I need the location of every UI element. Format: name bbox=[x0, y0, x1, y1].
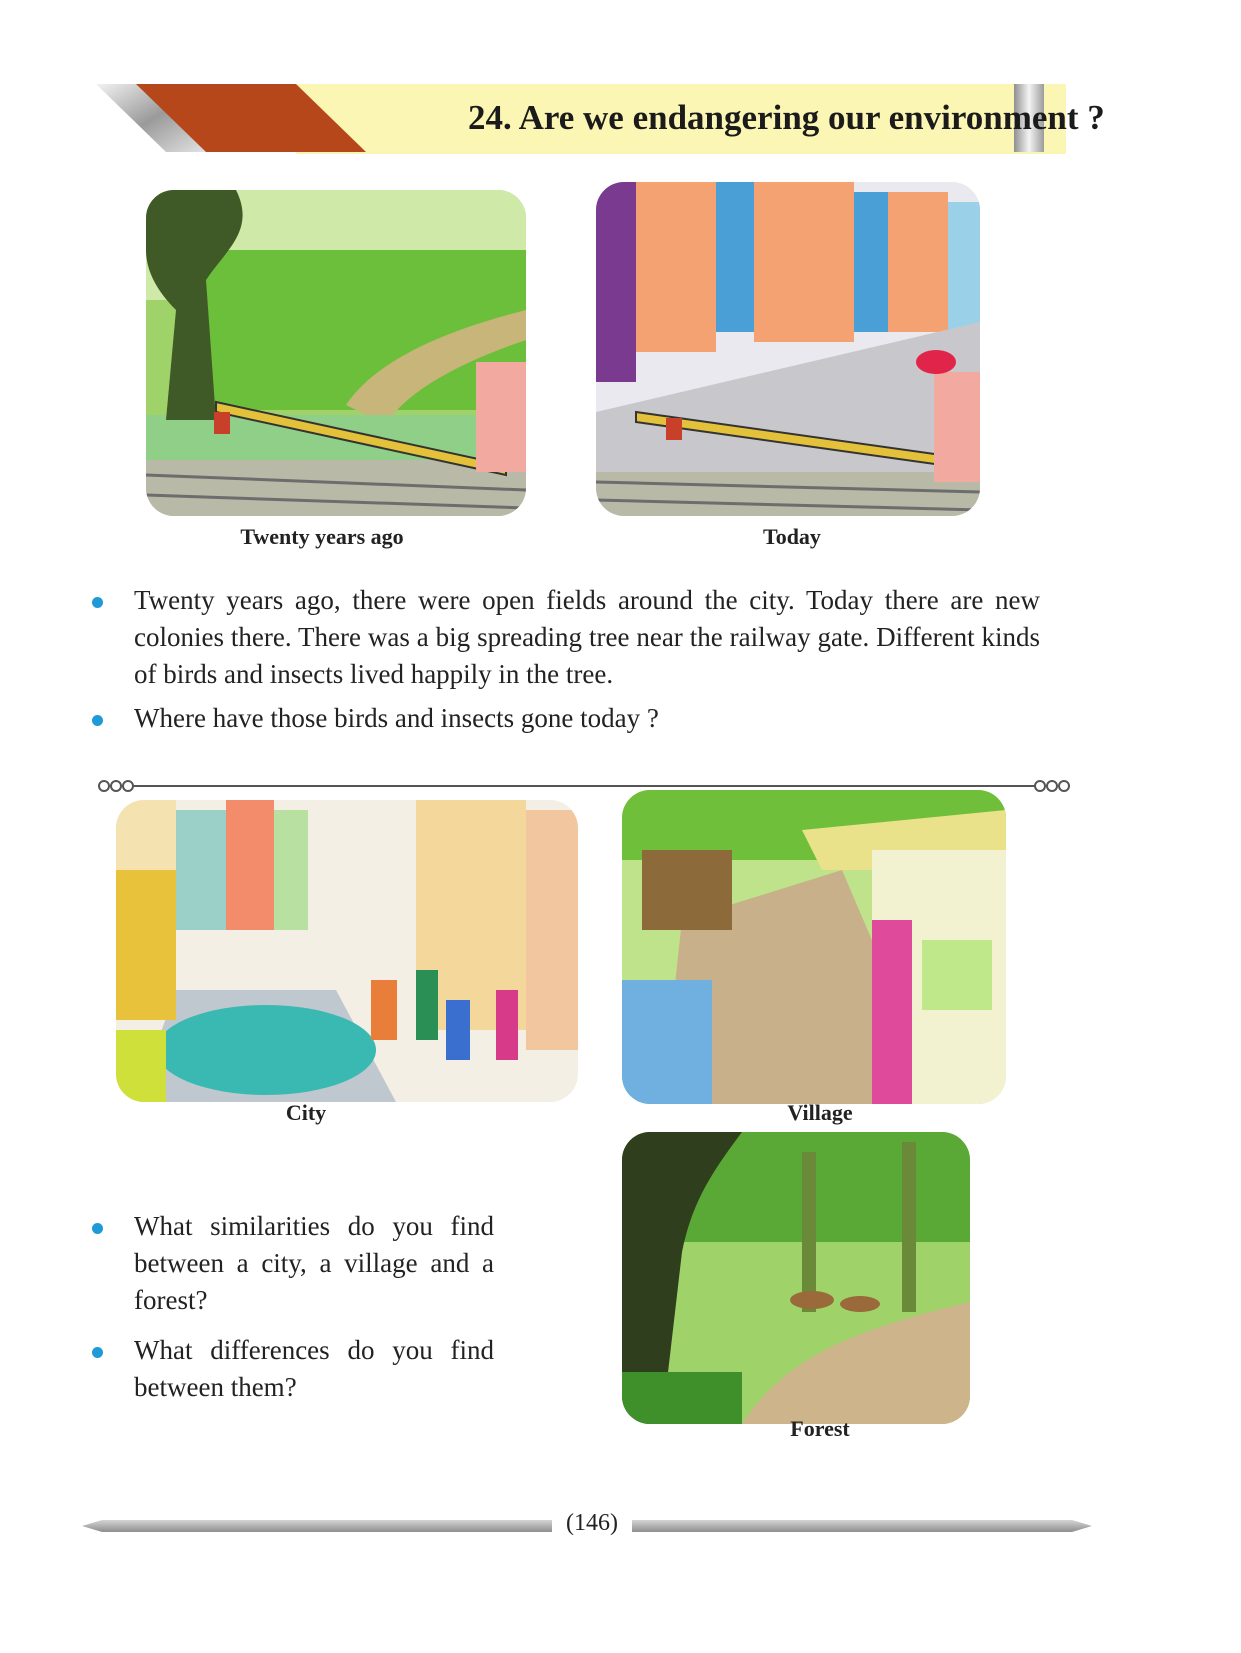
page-title: 24. Are we endangering our environment ? bbox=[468, 98, 1105, 137]
bullet-dot-icon bbox=[92, 1223, 103, 1234]
forest-illustration bbox=[622, 1132, 970, 1424]
today-illustration bbox=[596, 182, 980, 516]
city-illustration bbox=[116, 800, 578, 1102]
bullet-dot-icon bbox=[92, 1347, 103, 1358]
caption-village: Village bbox=[787, 1100, 853, 1125]
bullet-dot-icon bbox=[92, 715, 103, 726]
bullet-item bbox=[134, 582, 1040, 693]
caption-today: Today bbox=[763, 524, 821, 549]
bullet-dot-icon bbox=[92, 597, 103, 608]
bullet-item bbox=[134, 700, 1040, 737]
title-banner bbox=[96, 84, 1105, 156]
bullet-text: What similarities do you find between a city, a village and a forest? bbox=[134, 1211, 494, 1315]
bullet-text: Twenty years ago, there were open fields around the city. Today there are new colonies there. There was a big spreading tree near the railway gate. Different kinds of birds and insects lived happily in the tree. bbox=[134, 585, 1040, 689]
bullet-item bbox=[134, 1332, 494, 1406]
village-illustration bbox=[622, 790, 1006, 1104]
bullet-text: Where have those birds and insects gone today ? bbox=[134, 703, 659, 733]
bullet-item bbox=[134, 1208, 494, 1319]
bullet-text: What differences do you find between them? bbox=[134, 1335, 494, 1402]
page-footer bbox=[82, 1510, 1092, 1542]
twenty-years-ago-illustration bbox=[146, 190, 526, 516]
page-number: (146) bbox=[552, 1510, 632, 1537]
caption-twenty-years-ago: Twenty years ago bbox=[240, 524, 404, 549]
caption-city: City bbox=[285, 1100, 327, 1125]
caption-forest: Forest bbox=[790, 1416, 850, 1441]
